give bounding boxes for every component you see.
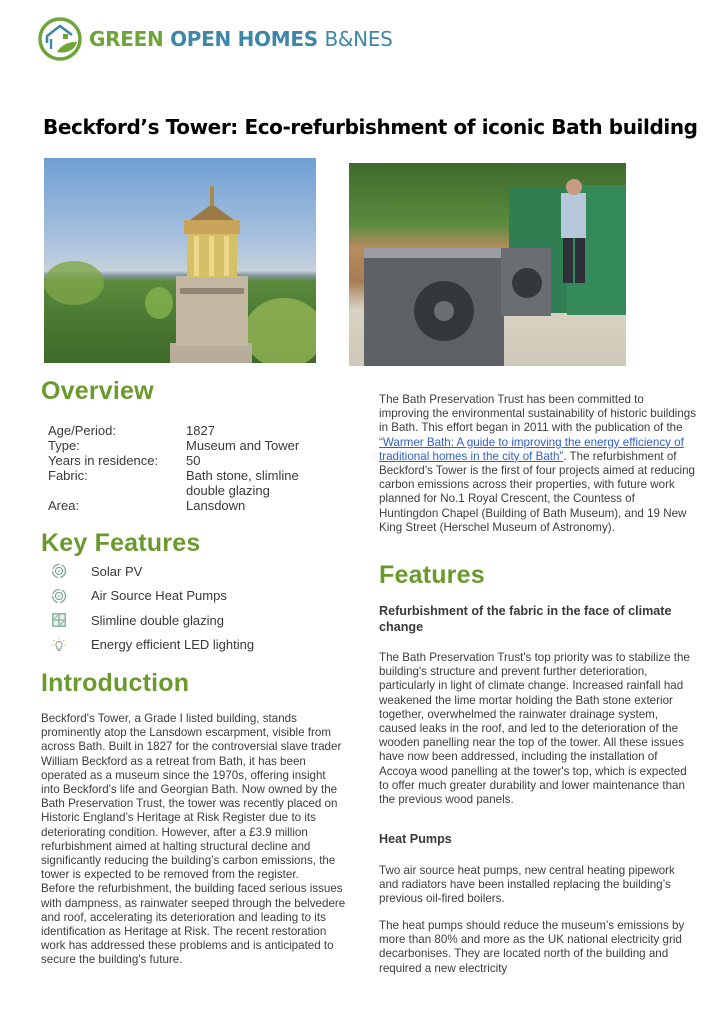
key-features-heading: Key Features [41, 529, 201, 557]
key-feature-item [50, 633, 254, 658]
overview-value: 50 [186, 453, 201, 468]
overview-value: Museum and Tower [186, 438, 300, 453]
window-glazing-icon [50, 611, 68, 629]
key-features-list [50, 559, 254, 657]
trust-paragraph [379, 393, 697, 535]
features-heat-pumps-body-1 [379, 864, 697, 907]
tower-illustration [44, 158, 316, 363]
features-paragraph: Two air source heat pumps, new central heating pipework and radiators have been installed replacing the building’s previous oil-fired boilers. [379, 864, 675, 906]
brand-name-green: GREEN [89, 27, 164, 51]
key-feature-label: Energy efficient LED lighting [91, 637, 255, 653]
page-title: Beckford’s Tower: Eco-refurbishment of iconic Bath building [43, 115, 698, 140]
overview-label: Fabric: [48, 468, 88, 483]
features-subheading-heat-pumps: Heat Pumps [379, 832, 452, 846]
key-feature-label: Solar PV [91, 563, 143, 579]
features-subheading-fabric: Refurbishment of the fabric in the face of climate change [379, 604, 672, 634]
overview-value: 1827 [186, 423, 215, 438]
features-heat-pumps-body-2 [379, 919, 697, 976]
overview-row-type [48, 438, 326, 453]
overview-row-years [48, 453, 326, 468]
brand-name [89, 27, 393, 51]
introduction-body [41, 712, 346, 968]
features-paragraph: The heat pumps should reduce the museum’s emissions by more than 80% and more as the UK national electricity grid decarbonises. They are located north of the building and required a new electricity [379, 919, 685, 975]
key-feature-item [50, 559, 254, 584]
svg-text:P: P [57, 569, 61, 575]
brand-name-blue: OPEN HOMES [170, 27, 318, 51]
key-feature-item [50, 584, 254, 609]
overview-value: Lansdown [186, 498, 246, 513]
overview-table [48, 423, 326, 513]
overview-row-fabric [48, 468, 326, 498]
introduction-heading: Introduction [41, 669, 190, 697]
trust-text-after: . The refurbishment of Beckford’s Tower is the first of four projects aimed at reducing carbon emissions across their properties, with future work planned for No.1 Royal Crescent, the Countess of Huntingdon Chapel (Building of Bath Museum), and 19 New King Street (Herschel Museum of Astronomy). [379, 449, 695, 534]
key-feature-item [50, 608, 254, 633]
features-paragraph: The Bath Preservation Trust's top priority was to stabilize the building's structure and prevent further deterioration, particularly in light of climate change. Increased rainfall had weakened the lime mortar holding the Bath stone exterior together, overwhelmed the rainwater drainage system, caused leaks in the roof, and led to the deterioration of the wooden panelling near the top of the tower. All these issues have now been addressed, including the installation of Accoya wood panelling at the tower's top, which is expected to offer much greater durability and lower maintenance than the previous wood panels. [379, 651, 690, 807]
overview-row-age [48, 423, 326, 438]
heat-pumps-photo [349, 163, 626, 366]
overview-label: Type: [48, 438, 80, 453]
overview-row-area [48, 498, 326, 513]
overview-heading: Overview [41, 377, 154, 405]
house-leaf-logo-icon [37, 16, 83, 62]
warmer-bath-guide-link[interactable]: “Warmer Bath: A guide to improving the energy efficiency of traditional homes in the city of Bath” [379, 435, 684, 463]
overview-label: Age/Period: [48, 423, 116, 438]
features-heading: Features [379, 561, 485, 589]
key-feature-label: Slimline double glazing [91, 612, 224, 628]
trust-text-before: The Bath Preservation Trust has been committed to improving the environmental sustainability of historic buildings in Bath. This effort began in 2011 with the publication of the [379, 393, 697, 435]
key-feature-label: Air Source Heat Pumps [91, 588, 227, 604]
beckfords-tower-photo [44, 158, 316, 363]
overview-label: Years in residence: [48, 453, 159, 468]
brand-name-region: B&NES [324, 27, 393, 51]
introduction-paragraph: Before the refurbishment, the building faced serious issues with dampness, as rainwater seeped through the belvedere and roof, accelerating its deterioration and leading to its identification as Heritage at Risk. The recent restoration work has addressed these problems and is anticipated to secure the building's future. [41, 882, 346, 967]
introduction-paragraph: Beckford's Tower, a Grade I listed building, stands prominently atop the Lansdown escarpment, visible from across Bath. Built in 1827 for the controversial slave trader William Beckford as a retreat from Bath, it has been operated as a museum since the 1970s, offering insight into Beckford's life and Georgian Bath. Now owned by the Bath Preservation Trust, the tower was recently placed on Historic England’s Heritage at Risk Register due to its deteriorating condition. However, after a £3.9 million refurbishment aimed at halting structural decline and significantly reducing the building’s carbon emissions, the tower is expected to be removed from the register. [41, 712, 342, 882]
brand-logo[interactable] [37, 16, 393, 62]
overview-value: Bath stone, slimline double glazing [186, 468, 299, 498]
svg-text:P: P [57, 593, 61, 599]
features-fabric-body [379, 651, 697, 807]
overview-label: Area: [48, 498, 80, 513]
heat-pump-icon [50, 587, 68, 605]
lightbulb-icon [50, 636, 68, 654]
heat-pumps-illustration [349, 163, 626, 366]
solar-pv-icon [50, 562, 68, 580]
